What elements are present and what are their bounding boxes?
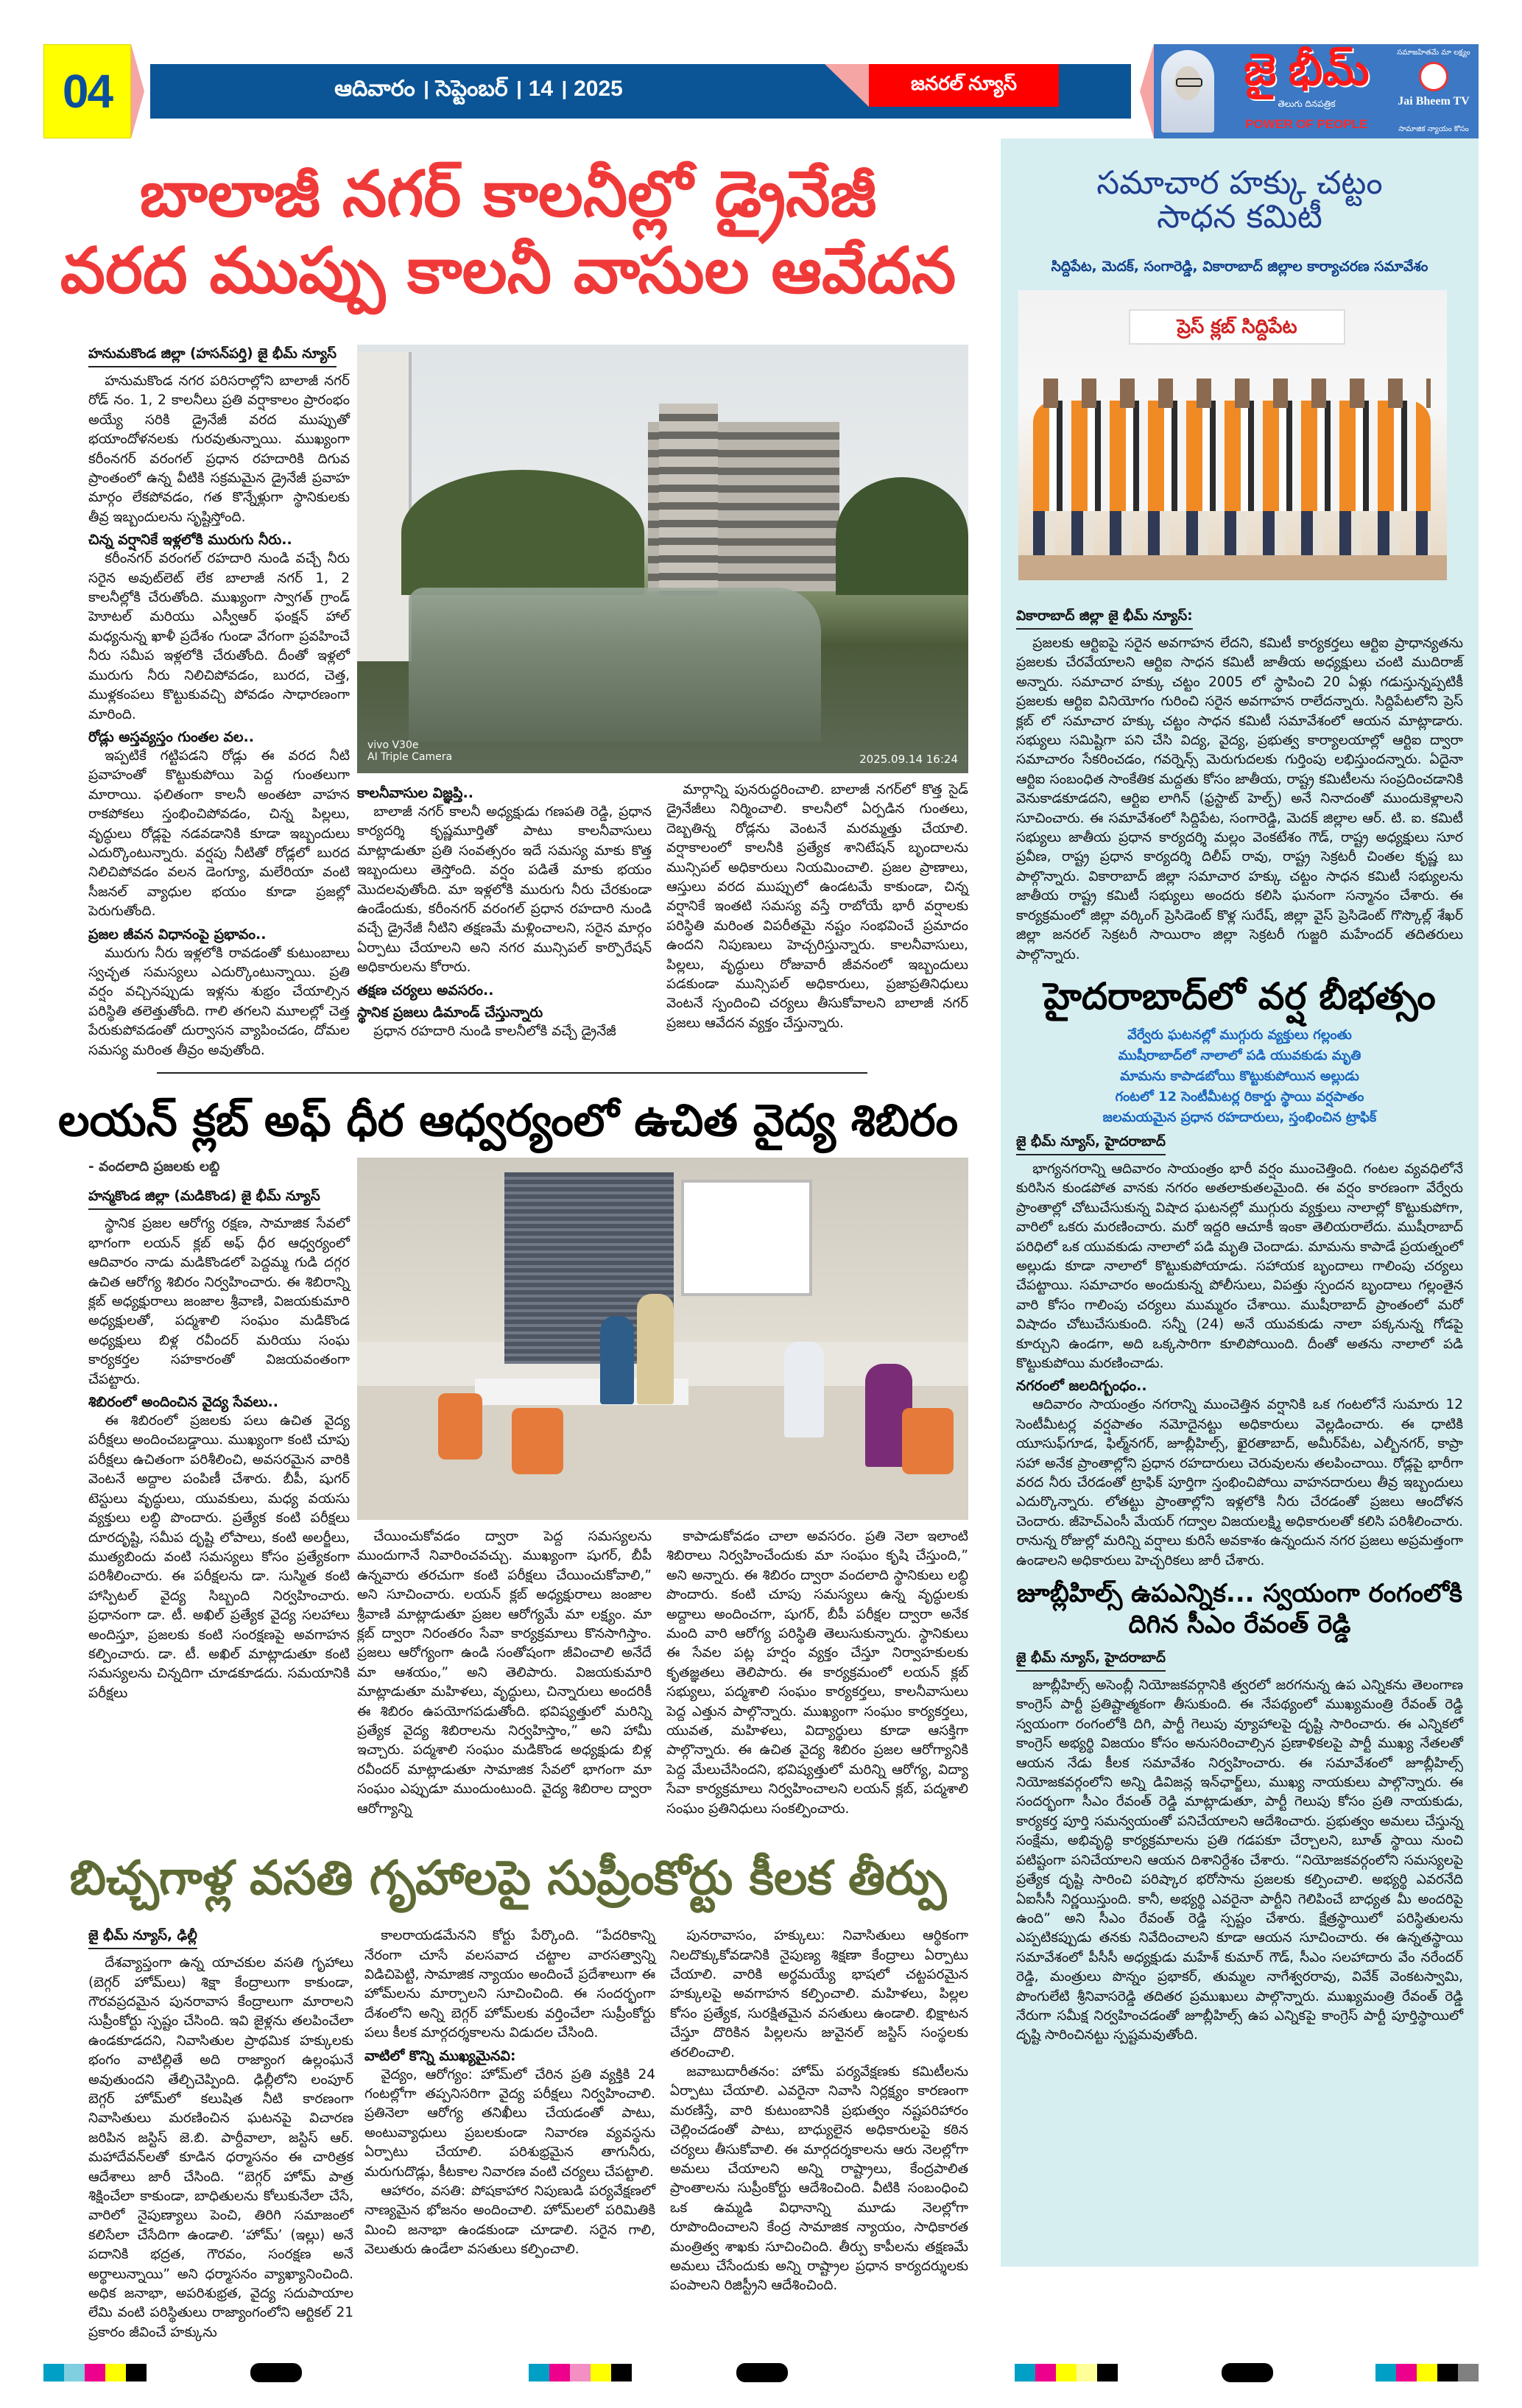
color-swatch xyxy=(549,2364,570,2381)
ambedkar-portrait-icon xyxy=(1161,50,1214,133)
rti-headline: సమాచార హక్కు చట్టం సాధన కమిటీ xyxy=(1096,164,1383,236)
article1-col3 xyxy=(666,781,968,1033)
paragraph: జవాబుదారీతనం: హోమ్ పర్యవేక్షణకు కమిటీలను ఏర్పాటు చేయాలి. ఎవరైనా నివాసి నిర్లక్ష్యం కారణంగా మరణిస్తే, వారి కుటుంబానికి ప్రభుత్వం నష్టపరిహారం చెల్లించడంతో పాటు, బాధ్యులైన అధికారులపై కఠిన చర్యలు తీసుకోవాలి. ఈ మార్గదర్శకాలను ఆరు నెలల్లోగా అమలు చేయాలని అన్ని రాష్ట్రాలు, కేంద్రపాలిత ప్రాంతాలను సుప్రీంకోర్టు ఆదేశించింది. వీటికి సంబంధించి ఒక ఉమ్మడి విధానాన్ని మూడు నెలల్లోగా రూపొందించాలని కేంద్ర సామాజిక న్యాయం, సాధికారత మంత్రిత్వ శాఖకు సూచించింది. తీర్పు కాపీలను తక్షణమే అమలు చేసేందుకు అన్ని రాష్ట్రాల ప్రధాన కార్యదర్శులకు పంపాలని రిజిస్ట్రీని ఆదేశించింది. xyxy=(670,2063,968,2294)
article2-col1 xyxy=(88,1158,350,1703)
paragraph: దేశవ్యాప్తంగా ఉన్న యాచకుల వసతి గృహాలు (బెగ్గర్ హోమ్‌లు) శిక్షా కేంద్రాలుగా కాకుండా, గౌరవప్రదమైన పునరావాస కేంద్రాలుగా మారాలని సుప్రీంకోర్టు స్పష్టం చేసింది. ఇవి జైళ్లను తలపించేలా ఉండకూడదని, నివాసితుల ప్రాథమిక హక్కులకు భంగం వాటిల్లితే అది రాజ్యాంగ ఉల్లంఘనే అవుతుందని తేల్చిచెప్పింది. ఢిల్లీలోని లంపూర్ బెగ్గర్ హోమ్‌లో కలుషిత నీటి కారణంగా నివాసితులు మరణించిన ఘటనపై విచారణ జరిపిన జస్టిస్ జె.బి. పార్దీవాలా, జస్టిస్ ఆర్. మహాదేవన్‌లతో కూడిన ధర్మాసనం ఈ చారిత్రక ఆదేశాలు జారీ చేసింది. “బెగ్గర్ హోమ్ పాత్ర శిక్షించేలా కాకుండా, బాధితులను కోలుకునేలా చేసే, వారిలో నైపుణ్యాలు పెంచి, తిరిగి సమాజంలో కలిసేలా చేసేదిగా ఉండాలి. ‘హోమ్’ (ఇల్లు) అనే పదానికి భద్రత, గౌరవం, సంరక్షణ అనే అర్థాలున్నాయి” అని ధర్మాసనం వ్యాఖ్యానించింది. అధిక జనాభా, అపరిశుభ్రత, వైద్య సదుపాయాల లేమి వంటి పరిస్థితులు రాజ్యాంగంలోని ఆర్టికల్ 21 ప్రకారం జీవించే హక్కును xyxy=(88,1955,353,2340)
section-tag: జనరల్ న్యూస్ xyxy=(869,64,1059,107)
article2-col2 xyxy=(357,1527,652,1819)
color-swatch xyxy=(1458,2364,1479,2381)
registration-dot xyxy=(736,2363,788,2382)
color-swatch xyxy=(1077,2364,1097,2381)
camera-watermark: vivo V30e AI Triple Camera xyxy=(367,739,453,763)
color-swatch xyxy=(1056,2364,1077,2381)
paragraph: ఆదివారం సాయంత్రం నగరాన్ని ముంచెత్తిన వర్షానికి ఒక గంటలోనే సుమారు 12 సెంటీమీటర్ల వర్షపాతం నమోదైనట్టు అధికారులు వెల్లడించారు. ఈ ధాటికి యూసుఫ్‌గూడ, ఫిల్మ్‌నగర్, జూబ్లీహిల్స్, ఖైరతాబాద్, అమీర్‌పేట, ఎల్బీనగర్, కాప్రా సహా అనేక ప్రాంతాల్లోని ప్రధాన రహదారులు చెరువులను తలపించాయి. రోడ్లపై భారీగా వరద నీరు చేరడంతో ట్రాఫిక్ పూర్తిగా స్తంభించిపోయి వాహనదారులు తీవ్ర ఇబ్బందులు ఎదుర్కొన్నారు. లోతట్టు ప్రాంతాల్లోని ఇళ్లలోకి నీరు చేరడంతో ప్రజలు ఆందోళన చెందారు. జీహెచ్‌ఎంసీ మేయర్ గద్వాల విజయలక్ష్మి అధికారులతో కలిసి పరిశీలించారు. రానున్న రోజుల్లో మరిన్ని వర్షాలు కురిసే అవకాశం ఉన్నందున నగర ప్రజలు అప్రమత్తంగా ఉండాలని అధికారులు హెచ్చరికలు జారీ చేశారు. xyxy=(1016,1397,1463,1569)
page-content xyxy=(0,138,1522,2342)
paragraph: హనుమకొండ నగర పరిసరాల్లోని బాలాజీ నగర్ రోడ్ నం. 1, 2 కాలనీలు ప్రతి వర్షాకాలం ప్రారంభం అయ్యే సరికి డ్రైనేజీ వరద ముప్పుతో భయాందోళనలకు గురవుతున్నాయి. ముఖ్యంగా కరీంనగర్ వరంగల్ ప్రధాన రహదారికి దిగువ ప్రాంతంలో ఉన్న వీటికి సక్రమమైన డ్రైనేజీ ప్రవాహ మార్గం లేకపోవడం, గత కొన్నేళ్లుగా స్థానికులకు తీవ్ర ఇబ్బందులను సృష్టిస్తోంది. xyxy=(88,373,350,525)
article2-lower-columns xyxy=(357,1527,968,1819)
article3-col3 xyxy=(670,1926,968,2296)
paragraph: ఈ శిబిరంలో ప్రజలకు పలు ఉచిత వైద్య పరీక్షలు అందించబడ్డాయి. ముఖ్యంగా కంటి చూపు పరీక్షలు ఉచితంగా పరిశీలించి, అవసరమైన వారికి వెంటనే అద్దాల పంపిణీ చేశారు. బీపీ, షుగర్ టెస్టులు వృద్ధులు, యువకులు, మధ్య వయసు వ్యక్తులు లబ్ధి పొందారు. ప్రత్యేక కంటి పరీక్షలు దూరదృష్టి, సమీప దృష్టి లోపాలు, కంటి అలర్జీలు, ముత్యబిందు వంటి సమస్యలు కోసం ప్రత్యేకంగా పరిశీలించారు. ఈ పరీక్షలను డా. సుస్మిత కంటి హాస్పిటల్ వైద్య సిబ్బంది నిర్వహించారు. ప్రధానంగా డా. టీ. అఖిల్ ప్రత్యేక వైద్య సలహాలు అందిస్తూ, ప్రజలకు కంటి సంరక్షణపై అవగాహన కల్పించారు. డా. టీ. అఖిల్ మాట్లాడుతూ కంటి సమస్యలను చిన్నదిగా చూడకూడదు. సమయానికి పరీక్షలు xyxy=(88,1413,350,1701)
rti-body xyxy=(1001,607,1479,965)
rain-byline: జై భీమ్ న్యూస్, హైదరాబాద్ xyxy=(1016,1133,1166,1155)
sidebar-panel xyxy=(1001,138,1479,2267)
section-divider xyxy=(157,1072,867,1074)
tv-logo-text: Jai Bheem TV xyxy=(1398,95,1470,108)
article2-byline: హన్మకొండ జిల్లా (మడికొండ) జై భీమ్ న్యూస్ xyxy=(88,1187,320,1210)
page-number-edge xyxy=(131,44,144,138)
color-swatch xyxy=(1375,2364,1396,2381)
print-marks-strip xyxy=(0,2364,1522,2408)
article2-photo-medical-camp xyxy=(357,1158,968,1520)
registration-dot xyxy=(250,2363,302,2382)
paragraph: మురుగు నీరు ఇళ్లలోకి రావడంతో కుటుంబాలు స్వచ్ఛత సమస్యలు ఎదుర్కొంటున్నాయి. ప్రతి వర్షం వచ్చినప్పుడు ఇళ్లను శుభ్రం చేయాల్సిన పరిస్థితి తలెత్తుతోంది. గాలి తగలని మూలల్లో చెత్త పేరుకుపోవడంతో దుర్వాసన వ్యాపించడం, దోమల సమస్య మరింత తీవ్రం అవుతోంది. xyxy=(88,945,350,1058)
color-registration-mark xyxy=(1015,2364,1118,2381)
color-swatch xyxy=(529,2364,549,2381)
masthead-logo xyxy=(1154,44,1479,138)
paragraph: జూబ్లీహిల్స్ అసెంబ్లీ నియోజకవర్గానికి త్వరలో జరగనున్న ఉప ఎన్నికను తెలంగాణ కాంగ్రెస్ పార్టీ ప్రతిష్టాత్మకంగా తీసుకుంది. ఈ నేపథ్యంలో ముఖ్యమంత్రి రేవంత్ రెడ్డి స్వయంగా రంగంలోకి దిగి, పార్టీ గెలుపు వ్యూహాలపై దృష్టి సారించారు. ఈ ఎన్నికలో కాంగ్రెస్ అభ్యర్థి విజయం కోసం అనుసరించాల్సిన ప్రణాళికలపై పార్టీ ముఖ్య నేతలతో ఆయన నేడు కీలక సమావేశం నిర్వహించారు. ఈ సమావేశంలో జూబ్లీహిల్స్ నియోజకవర్గంలోని అన్ని డివిజన్ల ఇన్‌ఛార్జ్‌లు, ముఖ్య నాయకులు పాల్గొన్నారు. ఈ సందర్భంగా సీఎం రేవంత్ రెడ్డి మాట్లాడుతూ, పార్టీ గెలుపు కోసం ప్రతి నాయకుడు, కార్యకర్త పూర్తి సమన్వయంతో పనిచేయాలని ఆదేశించారు. ప్రభుత్వం అమలు చేస్తున్న సంక్షేమ, అభివృద్ధి కార్యక్రమాలను ప్రతి గడపకూ చేర్చాలని, బూత్ స్థాయి నుంచి పటిష్టంగా పనిచేయాలని ఆయన దిశానిర్దేశం చేశారు. “నియోజకవర్గంలోని సమస్యలపై ప్రత్యేక దృష్టి సారించి పరిష్కార భరోసాను ప్రజలకు కల్పించాలి. అభ్యర్థి ఎవరనేది ఏఐసీసీ నిర్ణయిస్తుంది. కానీ, అభ్యర్థి ఎవరైనా పార్టీని గెలిపించే బాధ్యత మీ అందరిపై ఉంది” అని సీఎం రేవంత్ రెడ్డి స్పష్టం చేశారు. క్షేత్రస్థాయిలో పరిస్థితులను ఎప్పటికప్పుడు తనకు నివేదించాలని కూడా ఆయన సూచించారు. ఈ ఉన్నతస్థాయి సమావేశంలో పీసీసీ అధ్యక్షుడు మహేశ్ కుమార్ గౌడ్, సీఎం సలహాదారు వేం నరేందర్ రెడ్డి, మంత్రులు పొన్నం ప్రభాకర్, తుమ్మల నాగేశ్వరరావు, వివేక్ వెంకటస్వామి, పొంగులేటి శ్రీనివాసరెడ్డి తదితర ప్రముఖులు పాల్గొన్నారు. ముఖ్యమంత్రి రేవంత్ రెడ్డి నేరుగా సమీక్ష నిర్వహించడంతో జూబ్లీహిల్స్ ఉప ఎన్నికపై కాంగ్రెస్ పార్టీ పూర్తిస్థాయిలో దృష్టి సారించినట్టు స్పష్టమవుతోంది. xyxy=(1016,1677,1463,2043)
color-registration-mark xyxy=(43,2364,147,2381)
color-swatch xyxy=(1417,2364,1437,2381)
jubilee-byline: జై భీమ్ న్యూస్, హైదరాబాద్ xyxy=(1016,1649,1166,1672)
paragraph: కరీంనగర్ వరంగల్ రహదారి నుండి వచ్చే నీరు సరైన అవుట్‌లెట్ లేక బాలాజీ నగర్ 1, 2 కాలనీల్లోకి చేరుతోంది. ముఖ్యంగా స్వాగత్ గ్రాండ్ హెూటల్ మరియు ఎస్వీఆర్ ఫంక్షన్ హాల్ మధ్యనున్న ఖాళీ ప్రదేశం గుండా వేగంగా ప్రవహించే నీరు సమీప ఇళ్లలోకి చేరుతోంది. దీంతో ఇళ్లలో మురుగు నీరు నిలిచిపోవడం, బురద, చెత్త, ముళ్లకంపలు కొట్టుకువచ్చి పోవడం సాధారణంగా మారింది. xyxy=(88,551,350,722)
article1-byline: హనుమకొండ జిల్లా (హసన్‌పర్తి) జై భీమ్ న్యూస్ xyxy=(88,345,337,367)
paragraph: కాపాడుకోవడం చాలా అవసరం. ప్రతి నెలా ఇలాంటి శిబిరాలు నిర్వహించేందుకు మా సంఘం కృషి చేస్తుంది,” అని అన్నారు. ఈ శిబిరం ద్వారా వందలాది స్థానికులు లబ్ధి పొందారు. కంటి చూపు సమస్యలు ఉన్న వృద్ధులకు అద్దాలు అందించగా, షుగర్, బీపీ పరీక్షల ద్వారా అనేక మంది వారి ఆరోగ్య పరిస్థితి తెలుసుకున్నారు. స్థానికులు ఈ సేవల పట్ల హర్షం వ్యక్తం చేస్తూ నిర్వాహకులకు కృతజ్ఞతలు తెలిపారు. ఈ కార్యక్రమంలో లయన్ క్లబ్ సభ్యులు, పద్మశాలి సంఘం కార్యకర్తలు, కాలనీవాసులు పెద్ద ఎత్తున పాల్గొన్నారు. ముఖ్యంగా సంఘం కార్యకర్తలు, యువత, మహిళలు, విద్యార్థులు కూడా ఆసక్తిగా పాల్గొన్నారు. ఈ ఉచిత వైద్య శిబిరం ప్రజల ఆరోగ్యానికి పెద్ద మేలుచేసిందని, భవిష్యత్తులో మరిన్ని ఆరోగ్య, విద్యా సేవా కార్యక్రమాలు నిర్వహించాలని లయన్ క్లబ్, పద్మశాలి సంఘం ప్రతినిధులు సంకల్పించారు. xyxy=(666,1529,968,1817)
subheading: కాలనీవాసుల విజ్ఞప్తి.. xyxy=(357,785,473,801)
article3 xyxy=(44,1926,972,2342)
paragraph: బాలాజీ నగర్ కాలనీ అధ్యక్షుడు గణపతి రెడ్డి, ప్రధాన కార్యదర్శి కృష్ణమూర్తితో పాటు కాలనీవాసులు మాట్లాడుతూ ప్రతి సంవత్సరం ఇదే సమస్య మాకు కొత్త ఇబ్బందులు తెస్తోంది. వర్షం పడితే మాకు భయం మొదలవుతోంది. మా ఇళ్లలోకి మురుగు నీరు చేరకుండా ఉండేందుకు, కరీంనగర్ వరంగల్ ప్రధాన రహదారి నుండి వచ్చే డ్రైనేజీ నీటిని తక్షణమే మళ్లించాలని, సరైన మార్గం ఏర్పాటు చేయాలని అని నగర మున్సిపల్ కార్పొరేషన్ అధికారులను కోరారు. xyxy=(357,804,652,976)
tv-emblem-icon xyxy=(1419,62,1448,91)
article1-headline xyxy=(44,156,972,309)
color-swatch xyxy=(570,2364,591,2381)
press-club-banner: ప్రెస్ క్లబ్ సిద్దిపేట xyxy=(1129,309,1345,345)
paragraph: ఇప్పటికే గట్టిపడని రోడ్లు ఈ వరద నీటి ప్రవాహంతో కొట్టుకుపోయి పెద్ద గుంతలుగా మారాయి. ఫలితంగా కాలనీ అంతటా వాహన రాకపోకలు స్తంభించిపోవడం, చిన్న పిల్లలు, వృద్ధులు రోడ్లపై నడవడానికి కూడా ఇబ్బందులు ఎదుర్కొంటున్నారు. వర్షపు నీటితో రోడ్లలో బురద నిలిచిపోవడం వలన డెంగ్యూ, మలేరియా వంటి సీజనల్ వ్యాధుల భయం కూడా ప్రజల్లో పెరుగుతోంది. xyxy=(88,747,350,920)
subheading: స్థానిక ప్రజలు డిమాండ్ చేస్తున్నారు xyxy=(357,1004,543,1021)
paragraph: చేయించుకోవడం ద్వారా పెద్ద సమస్యలను ముందుగానే నివారించవచ్చు. ముఖ్యంగా షుగర్, బీపీ ఉన్నవారు తరచుగా కంటి పరీక్షలు చేయించుకోవాలి,” అని సూచించారు. లయన్ క్లబ్ అధ్యక్షురాలు జంజాల శ్రీవాణి మాట్లాడుతూ ప్రజల ఆరోగ్యమే మా లక్ష్యం. మా క్లబ్ ద్వారా నిరంతరం సేవా కార్యక్రమాలు కొనసాగిస్తాం. ప్రజలు ఆరోగ్యంగా ఉండి సంతోషంగా జీవించాలి అనేదే మా ఆశయం,” అని తెలిపారు. విజయకుమారి మాట్లాడుతూ మహిళలు, వృద్ధులు, చిన్నారులు అందరికీ ఈ శిబిరం ఉపయోగపడుతోంది. భవిష్యత్తులో మరిన్ని ప్రత్యేక వైద్య శిబిరాలను నిర్వహిస్తాం,” అని హామీ ఇచ్చారు. పద్మశాలి సంఘం మడికొండ అధ్యక్షుడు బిళ్ల రవీందర్ మాట్లాడుతూ సామాజిక సేవలో భాగంగా మా సంఘం ఎప్పుడూ ముందుంటుంది. వైద్య శిబిరాల ద్వారా ఆరోగ్యాన్ని xyxy=(357,1529,652,1817)
rti-byline: వికారాబాద్ జిల్లా జై భీమ్ న్యూస్: xyxy=(1016,607,1193,630)
article1-col1 xyxy=(88,345,350,1060)
color-swatch xyxy=(611,2364,632,2381)
article1-col2 xyxy=(357,781,652,1041)
color-swatch xyxy=(1437,2364,1458,2381)
tag-wedge xyxy=(825,64,869,107)
subheading: శిబిరంలో అందించిన వైద్య సేవలు.. xyxy=(88,1394,278,1411)
headline-line: వరద ముప్పు కాలనీ వాసుల ఆవేదన xyxy=(60,234,956,308)
paragraph: కాలరాయడమేనని కోర్టు పేర్కొంది. “పేదరికాన్ని నేరంగా చూసే వలసవాద చట్టాల వారసత్వాన్ని విడిచిపెట్టి, సామాజిక న్యాయం అందించే ప్రదేశాలుగా ఈ హోమ్‌లను మార్చాలని సూచించింది. ఈ సందర్భంగా దేశంలోని అన్ని బెగ్గర్ హోమ్‌లకు వర్తించేలా సుప్రీంకోర్టు పలు కీలక మార్గదర్శకాలను విడుదల చేసింది. xyxy=(364,1928,655,2041)
logo-tagline: POWER OF PEOPLE xyxy=(1245,117,1368,131)
main-column xyxy=(44,138,972,2342)
logo-edge xyxy=(1140,44,1154,138)
color-swatch xyxy=(1396,2364,1417,2381)
color-swatch xyxy=(105,2364,126,2381)
headline-line: బాలాజీ నగర్ కాలనీల్లో డ్రైనేజీ xyxy=(139,158,877,231)
subheading: ప్రజల జీవన విధానంపై ప్రభావం.. xyxy=(88,926,267,943)
article1-right-block xyxy=(357,345,968,1041)
article2-headline: లయన్ క్లబ్ అఫ్ ధీర ఆధ్వర్యంలో ఉచిత వైద్య శిబిరం xyxy=(57,1095,959,1147)
logo-top-note: సమాజహితమే మా లక్ష్యం xyxy=(1397,49,1470,57)
article1 xyxy=(44,345,972,1060)
logo-subtitle: తెలుగు దినపత్రిక xyxy=(1278,99,1336,109)
article2-right-block xyxy=(357,1158,968,1819)
photo-timestamp: 2025.09.14 16:24 xyxy=(859,753,958,766)
paragraph: మార్గాన్ని పునరుద్ధరించాలి. బాలాజీ నగర్‌లో కొత్త సైడ్ డ్రైనేజీలు నిర్మించాలి. కాలనీలో ఏర్పడిన గుంతలు, దెబ్బతిన్న రోడ్లను వెంటనే మరమ్మత్తు చేయాలి. వర్షాకాలంలో కాలనీకి ప్రత్యేక శానిటేషన్ బృందాలను మున్సిపల్ అధికారులు నియమించాలి. ప్రజల ప్రాణాలు, ఆస్తులు వరద ముప్పులో ఉండటమే కాకుండా, చిన్న వర్షానికే ఇంతటి సమస్య వస్తే రాబోయే భారీ వర్షాలకు పరిస్థితి మరింత విపరీతమై నష్టం సంభవించే ప్రమాదం ఉందని నిపుణులు హెచ్చరిస్తున్నారు. కాలనీవాసులు, పిల్లలు, వృద్ధులు రోజువారీ జీవనంలో ఇబ్బందులు పడకుండా మున్సిపల్ అధికారులు, ప్రజాప్రతినిధులు వెంటనే స్పందించి చర్యలు తీసుకోవాలని బాలాజీ నగర్ ప్రజలు ఆవేదన వ్యక్తం చేస్తున్నారు. xyxy=(666,782,968,1031)
article1-lower-columns xyxy=(357,781,968,1041)
color-swatch xyxy=(126,2364,147,2381)
logo-bottom-note: సామాజిక న్యాయం కోసం xyxy=(1398,125,1469,133)
color-swatch xyxy=(85,2364,105,2381)
article2-subtitle: - వందలాది ప్రజలకు లబ్ది xyxy=(88,1159,220,1175)
paragraph: వైద్యం, ఆరోగ్యం: హోమ్‌లో చేరిన ప్రతి వ్యక్తికి 24 గంటల్లోగా తప్పనిసరిగా వైద్య పరీక్షలు నిర్వహించాలి. ప్రతినెలా ఆరోగ్య తనిఖీలు చేయడంతో పాటు, అంటువ్యాధులు ప్రబలకుండా నివారణ వ్యవస్థను ఏర్పాటు చేయాలి. పరిశుభ్రమైన తాగునీరు, మరుగుదొడ్లు, కీటకాల నివారణ వంటి చర్యలు చేపట్టాలి. xyxy=(364,2066,655,2180)
subheading: తక్షణ చర్యలు అవసరం.. xyxy=(357,982,494,999)
article2-col3 xyxy=(666,1527,968,1819)
paragraph: భాగ్యనగరాన్ని ఆదివారం సాయంత్రం భారీ వర్షం ముంచెత్తింది. గంటల వ్యవధిలోనే కురిసిన కుండపోత వానకు నగరం అతలాకుతలమైంది. ఈ వర్షం కారణంగా వేర్వేరు ప్రాంతాల్లో చోటుచేసుకున్న విషాద ఘటనల్లో ముగ్గురు వ్యక్తులు నాలాల్లో కొట్టుకుపోగా, వారిలో ఒకరు మరణించారు. మరో ఇద్దరి ఆచూకీ ఇంకా తెలియరాలేదు. ముషీరాబాద్ పరిధిలో ఒక యువకుడు నాలాలో పడి మృతి చెందాడు. మామను కాపాడే ప్రయత్నంలో అల్లుడు కూడా నాలాలో కొట్టుకుపోయాడు. సహాయక బృందాలు గాలింపు చర్యలు చేపట్టాయి. సమాచారం అందుకున్న పోలీసులు, విపత్తు స్పందన బృందాలు గల్లంతైన వారి కోసం గాలింపు చర్యలు ముమ్మరం చేశాయి. ముషీరాబాద్ ప్రాంతంలో మరో విషాదం చోటుచేసుకుంది. సన్నీ (24) అనే యువకుడు నాలా పక్కనున్న గోడపై కూర్చుని ఉండగా, అది ఒక్కసారిగా కూలిపోయింది. దీంతో అతను నాలాలో పడి కొట్టుకుపోయి మరణించాడు. xyxy=(1016,1161,1463,1371)
color-swatch xyxy=(64,2364,85,2381)
paragraph: ప్రధాన రహదారి నుండి కాలనీలోకి వచ్చే డ్రైనేజీ xyxy=(373,1023,616,1039)
article1-photo-flooded-colony xyxy=(357,345,968,773)
color-swatch xyxy=(1097,2364,1118,2381)
page-number: 04 xyxy=(43,44,131,138)
rain-body xyxy=(1001,1133,1479,1571)
paragraph: పునరావాసం, హక్కులు: నివాసితులు ఆర్థికంగా నిలదొక్కుకోవడానికి నైపుణ్య శిక్షణా కేంద్రాలు ఏర్పాటు చేయాలి. వారికి అర్థమయ్యే భాషలో చట్టపరమైన హక్కులపై అవగాహన కల్పించాలి. మహిళలు, పిల్లల కోసం ప్రత్యేక, సురక్షితమైన వసతులు ఉండాలి. భిక్షాటన చేస్తూ దొరికిన పిల్లలను జువైనల్ జస్టిస్ సంస్థలకు తరలించాలి. xyxy=(670,1928,968,2060)
rti-photo-group xyxy=(1018,290,1447,580)
tv-logo xyxy=(1397,62,1470,109)
color-swatch xyxy=(1015,2364,1035,2381)
subheading: చిన్న వర్షానికే ఇళ్లలోకి మురుగు నీరు.. xyxy=(88,532,292,549)
color-registration-mark xyxy=(529,2364,632,2381)
color-registration-mark xyxy=(1375,2364,1479,2381)
article3-headline: బిచ్చగాళ్ల వసతి గృహాలపై సుప్రీంకోర్టు కీలక తీర్పు xyxy=(69,1851,947,1907)
subheading: వాటిలో కొన్ని ముఖ్యమైనవి: xyxy=(364,2047,516,2064)
color-swatch xyxy=(591,2364,611,2381)
rain-headline: హైదరాబాద్‌లో వర్ష బీభత్సం xyxy=(1043,974,1436,1018)
jubilee-headline: జూబ్లీహిల్స్ ఉపఎన్నిక... స్వయంగా రంగంలోకి దిగిన సీఎం రేవంత్ రెడ్డి xyxy=(1017,1579,1462,1640)
rain-subheads: వేర్వేరు ఘటనల్లో ముగ్గురు వ్యక్తులు గల్లంతు ముషీరాబాద్‌లో నాలాలో పడి యువకుడు మృతి మామను కాపాడబోయి కొట్టుకుపోయిన అల్లుడు గంటలో 12 సెంటీమీటర్ల రికార్డు స్థాయి వర్షపాతం జలమయమైన ప్రధాన రహదారులు, స్తంభించిన ట్రాఫిక్ xyxy=(1102,1027,1377,1125)
article2 xyxy=(44,1158,972,1819)
article3-byline: జై భీమ్ న్యూస్, ఢిల్లీ xyxy=(88,1926,197,1949)
registration-dot xyxy=(1222,2363,1273,2382)
paragraph: ఆహారం, వసతి: పోషకాహార నిపుణుడి పర్యవేక్షణలో నాణ్యమైన భోజనం అందించాలి. హోమ్‌లలో పరిమితికి మించి జనాభా ఉండకుండా చూడాలి. సరైన గాలి, వెలుతురు ఉండేలా వసతులు కల్పించాలి. xyxy=(364,2183,655,2258)
subheading: రోడ్లు అస్తవ్యస్తం గుంతల వల.. xyxy=(88,728,254,745)
paragraph: ప్రజలకు ఆర్టిఐపై సరైన అవగాహన లేదని, కమిటీ కార్యకర్తలు ఆర్టిఐ ప్రాధాన్యతను ప్రజలకు చేరవేయాలని ఆర్టిఐ సాధన కమిటీ జాతీయ అధ్యక్షులు చంటి ముదిరాజ్ అన్నారు. సమాచార హక్కు చట్టం 2005 లో స్థాపించి 20 ఏళ్లు గడుస్తున్నప్పటికీ ప్రజలకు ఆర్టిఐ వినియోగం గురించి సరైన అవగాహన రాలేదన్నారు. సిద్దిపేటలోని ప్రెస్ క్లబ్ లో సమాచార హక్కు చట్టం సాధన కమిటీ సమావేశంలో ఆయన మాట్లాడారు. సభ్యులు సమిష్టిగా పని చేసి విద్య, వైద్య, ప్రభుత్వ కార్యాలయాల్లో ఆర్టిఐ ద్వారా సమాచారం సేకరించడం, గవర్నెన్స్ మెరుగుదలకు గుర్తింపు లభిస్తుందన్నారు. ఏదైనా ఆర్టిఐ సంబంధిత సాంకేతిక మద్దతు కోసం జాతీయ, రాష్ట్ర కమిటీలను సంప్రదించడానికి వెనుకాడకూడదని, ఆర్టిఐ లాగిన్ (ఫ్రస్టాట్ హెల్ప్) అనే నినాదంతో ముందుకెళ్లాలని సూచించారు. ఈ సమావేశంలో సిద్దిపేట, సంగారెడ్డి, మెదక్ జిల్లాల ఆర్. టి. ఐ. కమిటీ సభ్యులు జాతీయ ప్రధాన కార్యదర్శి మల్లం వెంకటేశం గౌడ్, రాష్ట్ర అధ్యక్షులు సూర ప్రవీణ, రాష్ట్ర ప్రధాన కార్యదర్శి దిలీప్ రావు, రాష్ట్ర సెక్రటరీ చింతల కృష్ణ బు పాల్గొన్నారు. వికారాబాద్ జిల్లా సమాచార హక్కు చట్టం సాధన కమిటీ సభ్యులను జాతీయ రాష్ట్ర కమిటీ సభ్యులు అందరు కలిసి ఘనంగా సన్మానం చేశారు. ఈ కార్యక్రమంలో జిల్లా వర్కింగ్ ప్రెసిడెంట్ కొళ్ల సురేష్, జిల్లా వైస్ ప్రెసిడెంట్ గొస్కొల్ల్ శేఖర్ జిల్లా జనరల్ సెక్రటరీ సాయిరాం జిల్లా సెక్రటరీ గుజ్జరి మహేందర్ తదితరులు పాల్గొన్నారు. xyxy=(1016,636,1463,962)
paragraph: స్థానిక ప్రజల ఆరోగ్య రక్షణ, సామాజిక సేవలో భాగంగా లయన్ క్లబ్ అఫ్ ధీర ఆధ్వర్యంలో ఆదివారం నాడు మడికొండలో పెద్దమ్మ గుడి దగ్గర ఉచిత ఆరోగ్య శిబిరం నిర్వహించారు. ఈ శిబిరాన్ని క్లబ్ అధ్యక్షురాలు జంజాల శ్రీవాణి, విజయకుమారి అధ్యక్షులతో, పద్మశాలి సంఘం మడికొండ అధ్యక్షులు బిళ్ల రవీందర్ మరియు సంఘ కార్యకర్తల సహకారంతో విజయవంతంగా చేపట్టారు. xyxy=(88,1216,350,1387)
jubilee-body xyxy=(1001,1649,1479,2046)
issue-date: ఆదివారం । సెప్టెంబర్ । 14 । 2025 xyxy=(334,76,623,101)
color-swatch xyxy=(1035,2364,1056,2381)
logo-title: జై భీమ్ xyxy=(1244,45,1370,94)
rti-subtitle: సిద్దిపేట, మెదక్, సంగారెడ్డి, వికారాబాద్ జిల్లాల కార్యాచరణ సమావేశం xyxy=(1051,258,1428,275)
subheading: నగరంలో జలదిగ్బంధం.. xyxy=(1016,1378,1147,1395)
article3-col2 xyxy=(364,1926,655,2260)
article3-col1 xyxy=(88,1926,353,2342)
color-swatch xyxy=(43,2364,64,2381)
